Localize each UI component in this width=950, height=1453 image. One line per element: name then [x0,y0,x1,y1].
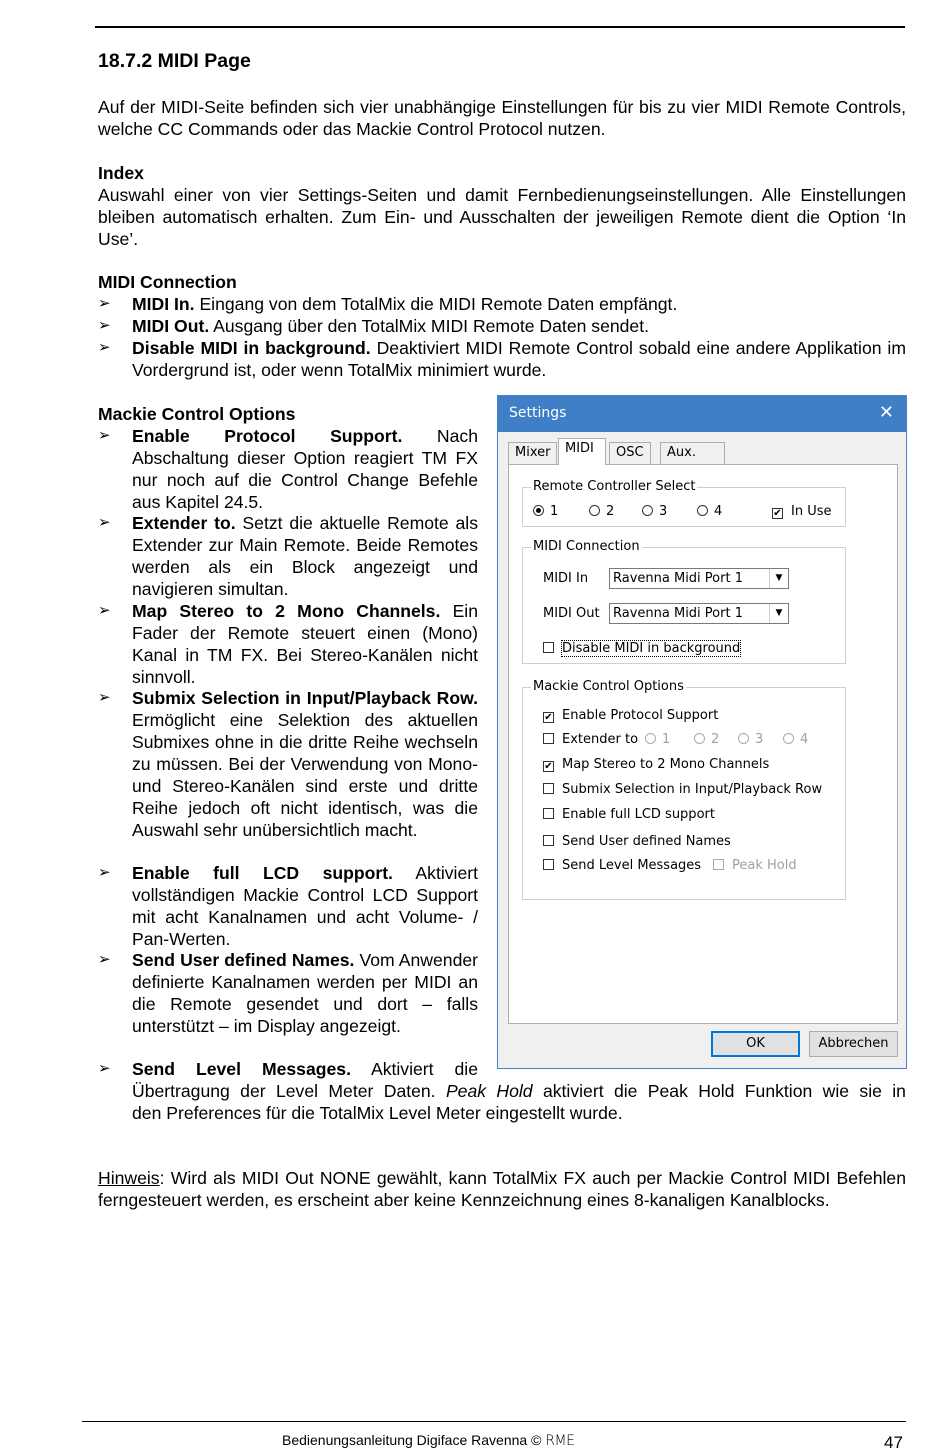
group-caption: Remote Controller Select [533,479,696,494]
page-number: 47 [884,1433,903,1452]
bullet-text: Übertragung der Level Meter Daten. [132,1081,446,1101]
extender-checkbox[interactable]: Extender to [543,732,638,747]
tab-panel [508,464,898,1024]
bullet-text: Nach Abschaltung dieser Option reagiert TM FX nur noch auf die Control Change Befehle aus Kapitel 24.5. [132,426,478,512]
dialog-title: Settings [509,405,567,421]
radio-icon [783,733,794,744]
arrow-bullet-icon: ➢ [98,602,111,619]
brand-logo: RME [545,1433,575,1449]
bullet-term: Submix Selection in Input/Playback Row. [132,688,478,708]
tab-osc[interactable]: OSC [609,442,651,464]
arrow-bullet-icon: ➢ [98,317,111,334]
radio-icon [533,505,544,516]
remote-radio-3[interactable]: 3 [642,504,667,519]
chevron-down-icon: ▼ [769,569,788,588]
group-caption: Mackie Control Options [533,679,684,694]
checkmark-icon: ✔ [773,508,782,519]
note-text: : Wird als MIDI Out NONE gewählt, kann TotalMix FX auch per Mackie Control MIDI Befehlen ferngesteuert werden, es erscheint aber keine Kennzeichnung eines 8-kanaligen Kanalblocks. [98,1168,906,1210]
radio-icon [642,505,653,516]
arrow-bullet-icon: ➢ [98,1060,111,1077]
bullet-term: Send Level Messages. [132,1059,351,1079]
top-rule [95,26,905,28]
bullet-text: Aktiviert die [350,1059,478,1079]
peak-hold-checkbox[interactable]: Peak Hold [713,858,797,873]
checkbox-icon [543,783,554,794]
bullet-text: aktiviert die Peak Hold Funktion wie sie in [532,1081,906,1101]
midi-in-select[interactable]: Ravenna Midi Port 1 ▼ [609,568,789,589]
tab-midi[interactable]: MIDI [558,438,606,465]
bullet-term: MIDI Out. [132,316,210,336]
remote-radio-2[interactable]: 2 [589,504,614,519]
extender-radio-1[interactable]: 1 [645,732,670,747]
index-text: Auswahl einer von vier Settings-Seiten und damit Fernbedienungseinstellungen. Alle Einstellungen bleiben automatisch erhalten. Zum Ein- und Ausschalten der jeweiligen Remote dient die Option ‘In Use’. [98,185,906,249]
disable-midi-background-checkbox[interactable]: Disable MIDI in background [543,641,740,656]
bullet-term: MIDI In. [132,294,195,314]
settings-dialog [497,395,907,1069]
bullet-term: Disable MIDI in background. [132,338,371,358]
footer-text: Bedienungsanleitung Digiface Ravenna © RME [282,1432,575,1449]
bullet-text: Aktiviert vollständigen Mackie Control LCD Support mit acht Kanalnamen und acht Volume- / Pan-Werten. [132,863,478,949]
user-names-checkbox[interactable]: Send User defined Names [543,834,731,849]
bottom-rule [82,1421,906,1422]
mackie-options-title: Mackie Control Options [98,404,296,424]
level-messages-checkbox[interactable]: Send Level Messages [543,858,701,873]
tab-aux-devices[interactable]: Aux. [660,442,725,464]
note-paragraph [98,1167,906,1211]
arrow-bullet-icon: ➢ [98,864,111,881]
checkmark-icon: ✔ [544,712,553,723]
ok-button[interactable]: OK [711,1031,800,1057]
extender-radio-2[interactable]: 2 [694,732,719,747]
midi-out-label: MIDI Out [543,606,600,621]
arrow-bullet-icon: ➢ [98,339,111,356]
map-stereo-checkbox[interactable]: ✔ Map Stereo to 2 Mono Channels [544,757,770,772]
enable-protocol-checkbox[interactable]: ✔ Enable Protocol Support [544,708,719,723]
bullet-term: Map Stereo to 2 Mono Channels. [132,601,441,621]
remote-radio-1[interactable]: 1 [533,504,558,519]
cancel-button[interactable]: Abbrechen [809,1031,898,1057]
arrow-bullet-icon: ➢ [98,951,111,968]
checkbox-icon [543,808,554,819]
radio-icon [697,505,708,516]
bullet-text: den Preferences für die TotalMix Level Meter eingestellt wurde. [132,1103,623,1123]
bullet-text: Deaktiviert MIDI Remote Control sobald eine andere Applikation im Vordergrund ist, oder wenn TotalMix minimiert wurde. [132,338,906,380]
in-use-checkbox[interactable]: ✔ In Use [773,504,832,519]
checkbox-icon [543,733,554,744]
bullet-text: Ein Fader der Remote steuert einen (Mono) Kanal in TM FX. Bei Stereo-Kanälen nicht sinnvoll. [132,601,478,687]
full-lcd-checkbox[interactable]: Enable full LCD support [543,807,715,822]
checkbox-icon [543,859,554,870]
checkbox-icon [543,835,554,846]
dialog-titlebar [498,396,906,432]
remote-controller-group [522,479,846,527]
checkbox-icon [543,642,554,653]
checkbox-icon [713,859,724,870]
bullet-term: Enable full LCD support. [132,863,393,883]
chevron-down-icon: ▼ [769,604,788,623]
bullet-text: Ausgang über den TotalMix MIDI Remote Daten sendet. [209,316,649,336]
tab-mixer[interactable]: Mixer [508,442,557,464]
bullet-text: Eingang von dem TotalMix die MIDI Remote Daten empfängt. [194,294,678,314]
submix-selection-checkbox[interactable]: Submix Selection in Input/Playback Row [543,782,822,797]
extender-radio-4[interactable]: 4 [783,732,808,747]
arrow-bullet-icon: ➢ [98,514,111,531]
note-label: Hinweis [98,1168,160,1188]
group-caption: MIDI Connection [533,539,640,554]
bullet-italic: Peak Hold [445,1081,533,1101]
arrow-bullet-icon: ➢ [98,689,111,706]
mackie-options-group [522,679,846,900]
midi-connection-group [522,539,846,664]
arrow-bullet-icon: ➢ [98,295,111,312]
bullet-text: Setzt die aktuelle Remote als Extender zur Main Remote. Beide Remotes werden als ein Block angezeigt und navigieren simultan. [132,513,479,599]
bullet-text: Ermöglicht eine Selektion des aktuellen Submixes ohne in die dritte Reihe wechseln zu müssen. Bei der Verwendung von Mono- und Stereo-Kanälen sind erste und dritte Reihe jedoch oft nicht identisch, was die Auswahl sehr unübersichtlich macht. [132,710,478,840]
section-heading: 18.7.2 MIDI Page [98,50,251,72]
bullet-term: Extender to. [132,513,236,533]
bullet-term: Enable Protocol Support. [132,426,403,446]
arrow-bullet-icon: ➢ [98,427,111,444]
index-title: Index [98,163,144,183]
extender-radio-3[interactable]: 3 [738,732,763,747]
midi-in-label: MIDI In [543,571,589,586]
radio-icon [589,505,600,516]
checkmark-icon: ✔ [544,761,553,772]
radio-icon [645,733,656,744]
midi-connection-title: MIDI Connection [98,272,237,292]
intro-paragraph: Auf der MIDI-Seite befinden sich vier unabhängige Einstellungen für bis zu vier MIDI Remote Controls, welche CC Commands oder das Mackie Control Protocol nutzen. [98,97,906,139]
remote-radio-4[interactable]: 4 [697,504,722,519]
midi-out-select[interactable]: Ravenna Midi Port 1 ▼ [609,603,789,624]
close-icon[interactable]: ✕ [878,402,894,423]
radio-icon [694,733,705,744]
radio-icon [738,733,749,744]
bullet-text: Vom Anwender definierte Kanalnamen werden per MIDI an die Remote gesendet und dort – falls unterstützt – im Display angezeigt. [132,950,478,1036]
bullet-term: Send User defined Names. [132,950,355,970]
